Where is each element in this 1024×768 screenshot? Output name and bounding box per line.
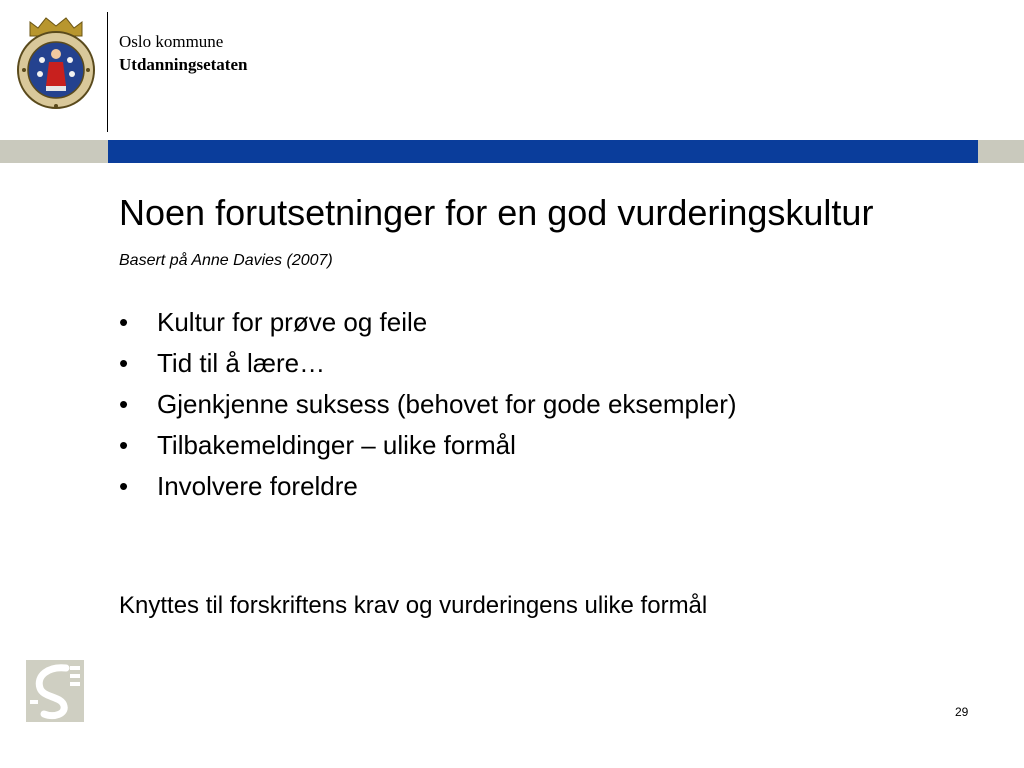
bullet-symbol: • [119,307,129,337]
header-divider [107,12,108,132]
bullet-text: Involvere foreldre [157,471,358,501]
oslo-footer-emblem-icon [26,660,84,722]
list-item [119,466,737,507]
bullet-list [119,302,737,507]
header-band [0,140,1024,163]
department-name: Utdanningsetaten [119,55,248,74]
bullet-symbol: • [119,471,129,501]
bullet-text: Tilbakemeldinger – ulike formål [157,430,516,460]
bullet-symbol: • [119,389,129,419]
bullet-symbol: • [119,348,129,378]
bullet-text: Kultur for prøve og feile [157,307,428,337]
slide-title: Noen forutsetninger for en god vurderingskultur [119,192,874,233]
list-item [119,302,737,343]
oslo-coat-of-arms-icon [16,14,96,114]
closing-statement: Knyttes til forskriftens krav og vurderingens ulike formål [119,592,708,619]
header-band-accent [108,140,978,163]
list-item [119,425,737,466]
page-number: 29 [955,705,969,719]
org-name: Oslo kommune [119,32,224,51]
list-item [119,343,737,384]
list-item [119,384,737,425]
bullet-text: Tid til å lære… [157,348,326,378]
bullet-symbol: • [119,430,129,460]
slide-subtitle: Basert på Anne Davies (2007) [119,252,333,269]
bullet-text: Gjenkjenne suksess (behovet for gode eksempler) [157,389,737,419]
organization-block [119,30,247,76]
